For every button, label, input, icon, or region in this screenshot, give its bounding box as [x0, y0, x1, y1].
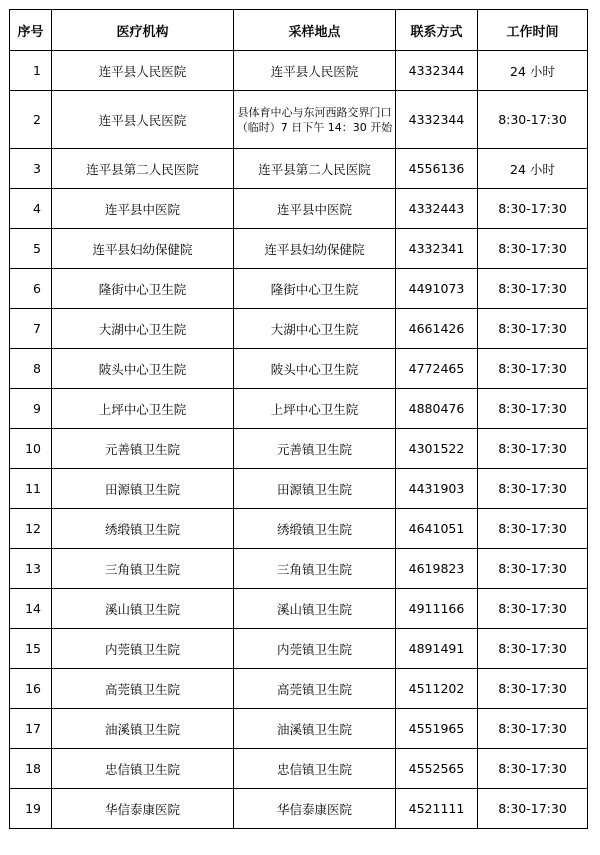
table-row [10, 309, 588, 349]
site-cell: 连平县第二人民医院 [234, 149, 396, 189]
phone-cell: 4511202 [396, 669, 478, 709]
institution-cell: 连平县第二人民医院 [52, 149, 234, 189]
header-row [10, 10, 588, 51]
row-number: 6 [10, 269, 52, 309]
institution-cell: 华信泰康医院 [52, 789, 234, 829]
institution-cell: 连平县妇幼保健院 [52, 229, 234, 269]
hours-cell: 8:30-17:30 [478, 309, 588, 349]
header-site: 采样地点 [234, 10, 396, 51]
hours-cell: 8:30-17:30 [478, 669, 588, 709]
testing-sites-table [9, 9, 588, 829]
phone-cell: 4880476 [396, 389, 478, 429]
table-row [10, 51, 588, 91]
site-cell: 绣缎镇卫生院 [234, 509, 396, 549]
phone-cell: 4431903 [396, 469, 478, 509]
hours-cell: 24 小时 [478, 51, 588, 91]
site-cell: 高莞镇卫生院 [234, 669, 396, 709]
hours-cell: 8:30-17:30 [478, 789, 588, 829]
hours-cell: 8:30-17:30 [478, 469, 588, 509]
site-cell: 连平县妇幼保健院 [234, 229, 396, 269]
hours-cell: 8:30-17:30 [478, 549, 588, 589]
header-institution: 医疗机构 [52, 10, 234, 51]
site-cell: 溪山镇卫生院 [234, 589, 396, 629]
row-number: 9 [10, 389, 52, 429]
row-number: 7 [10, 309, 52, 349]
hours-cell: 8:30-17:30 [478, 269, 588, 309]
institution-cell: 上坪中心卫生院 [52, 389, 234, 429]
site-cell: 隆街中心卫生院 [234, 269, 396, 309]
institution-cell: 高莞镇卫生院 [52, 669, 234, 709]
table-row [10, 91, 588, 149]
phone-cell: 4911166 [396, 589, 478, 629]
row-number: 14 [10, 589, 52, 629]
phone-cell: 4661426 [396, 309, 478, 349]
site-cell: 县体育中心与东河西路交界门口（临时）7 日下午 14：30 开始 [234, 91, 396, 149]
site-cell: 华信泰康医院 [234, 789, 396, 829]
institution-cell: 油溪镇卫生院 [52, 709, 234, 749]
institution-cell: 连平县中医院 [52, 189, 234, 229]
phone-cell: 4641051 [396, 509, 478, 549]
institution-cell: 连平县人民医院 [52, 91, 234, 149]
phone-cell: 4556136 [396, 149, 478, 189]
row-number: 17 [10, 709, 52, 749]
row-number: 2 [10, 91, 52, 149]
table-row [10, 709, 588, 749]
phone-cell: 4332443 [396, 189, 478, 229]
institution-cell: 忠信镇卫生院 [52, 749, 234, 789]
phone-cell: 4552565 [396, 749, 478, 789]
table-row [10, 349, 588, 389]
phone-cell: 4619823 [396, 549, 478, 589]
institution-cell: 溪山镇卫生院 [52, 589, 234, 629]
institution-cell: 三角镇卫生院 [52, 549, 234, 589]
phone-cell: 4491073 [396, 269, 478, 309]
row-number: 12 [10, 509, 52, 549]
phone-cell: 4551965 [396, 709, 478, 749]
phone-cell: 4301522 [396, 429, 478, 469]
site-cell: 三角镇卫生院 [234, 549, 396, 589]
table-row [10, 789, 588, 829]
phone-cell: 4332344 [396, 91, 478, 149]
site-cell: 内莞镇卫生院 [234, 629, 396, 669]
phone-cell: 4891491 [396, 629, 478, 669]
hours-cell: 8:30-17:30 [478, 389, 588, 429]
table-row [10, 669, 588, 709]
site-cell: 大湖中心卫生院 [234, 309, 396, 349]
table-row [10, 589, 588, 629]
hours-cell: 8:30-17:30 [478, 349, 588, 389]
table-row [10, 509, 588, 549]
row-number: 8 [10, 349, 52, 389]
site-cell: 忠信镇卫生院 [234, 749, 396, 789]
row-number: 16 [10, 669, 52, 709]
institution-cell: 元善镇卫生院 [52, 429, 234, 469]
site-cell: 田源镇卫生院 [234, 469, 396, 509]
site-cell: 上坪中心卫生院 [234, 389, 396, 429]
table-row [10, 189, 588, 229]
site-cell: 陂头中心卫生院 [234, 349, 396, 389]
institution-cell: 绣缎镇卫生院 [52, 509, 234, 549]
site-cell: 元善镇卫生院 [234, 429, 396, 469]
phone-cell: 4332341 [396, 229, 478, 269]
row-number: 1 [10, 51, 52, 91]
table-row [10, 269, 588, 309]
row-number: 10 [10, 429, 52, 469]
site-cell: 连平县人民医院 [234, 51, 396, 91]
site-cell: 连平县中医院 [234, 189, 396, 229]
table-row [10, 149, 588, 189]
hours-cell: 8:30-17:30 [478, 709, 588, 749]
table-body [10, 51, 588, 829]
table-row [10, 389, 588, 429]
hours-cell: 24 小时 [478, 149, 588, 189]
institution-cell: 连平县人民医院 [52, 51, 234, 91]
hours-cell: 8:30-17:30 [478, 91, 588, 149]
table-row [10, 549, 588, 589]
institution-cell: 田源镇卫生院 [52, 469, 234, 509]
hours-cell: 8:30-17:30 [478, 229, 588, 269]
table-row [10, 749, 588, 789]
phone-cell: 4521111 [396, 789, 478, 829]
table-row [10, 429, 588, 469]
hours-cell: 8:30-17:30 [478, 629, 588, 669]
institution-cell: 大湖中心卫生院 [52, 309, 234, 349]
table-row [10, 629, 588, 669]
row-number: 15 [10, 629, 52, 669]
table-row [10, 469, 588, 509]
table-row [10, 229, 588, 269]
hours-cell: 8:30-17:30 [478, 429, 588, 469]
header-phone: 联系方式 [396, 10, 478, 51]
hours-cell: 8:30-17:30 [478, 509, 588, 549]
row-number: 5 [10, 229, 52, 269]
phone-cell: 4332344 [396, 51, 478, 91]
header-hours: 工作时间 [478, 10, 588, 51]
phone-cell: 4772465 [396, 349, 478, 389]
row-number: 19 [10, 789, 52, 829]
row-number: 13 [10, 549, 52, 589]
institution-cell: 内莞镇卫生院 [52, 629, 234, 669]
row-number: 11 [10, 469, 52, 509]
row-number: 4 [10, 189, 52, 229]
institution-cell: 陂头中心卫生院 [52, 349, 234, 389]
site-cell: 油溪镇卫生院 [234, 709, 396, 749]
header-no: 序号 [10, 10, 52, 51]
row-number: 3 [10, 149, 52, 189]
hours-cell: 8:30-17:30 [478, 749, 588, 789]
hours-cell: 8:30-17:30 [478, 189, 588, 229]
row-number: 18 [10, 749, 52, 789]
institution-cell: 隆街中心卫生院 [52, 269, 234, 309]
hours-cell: 8:30-17:30 [478, 589, 588, 629]
